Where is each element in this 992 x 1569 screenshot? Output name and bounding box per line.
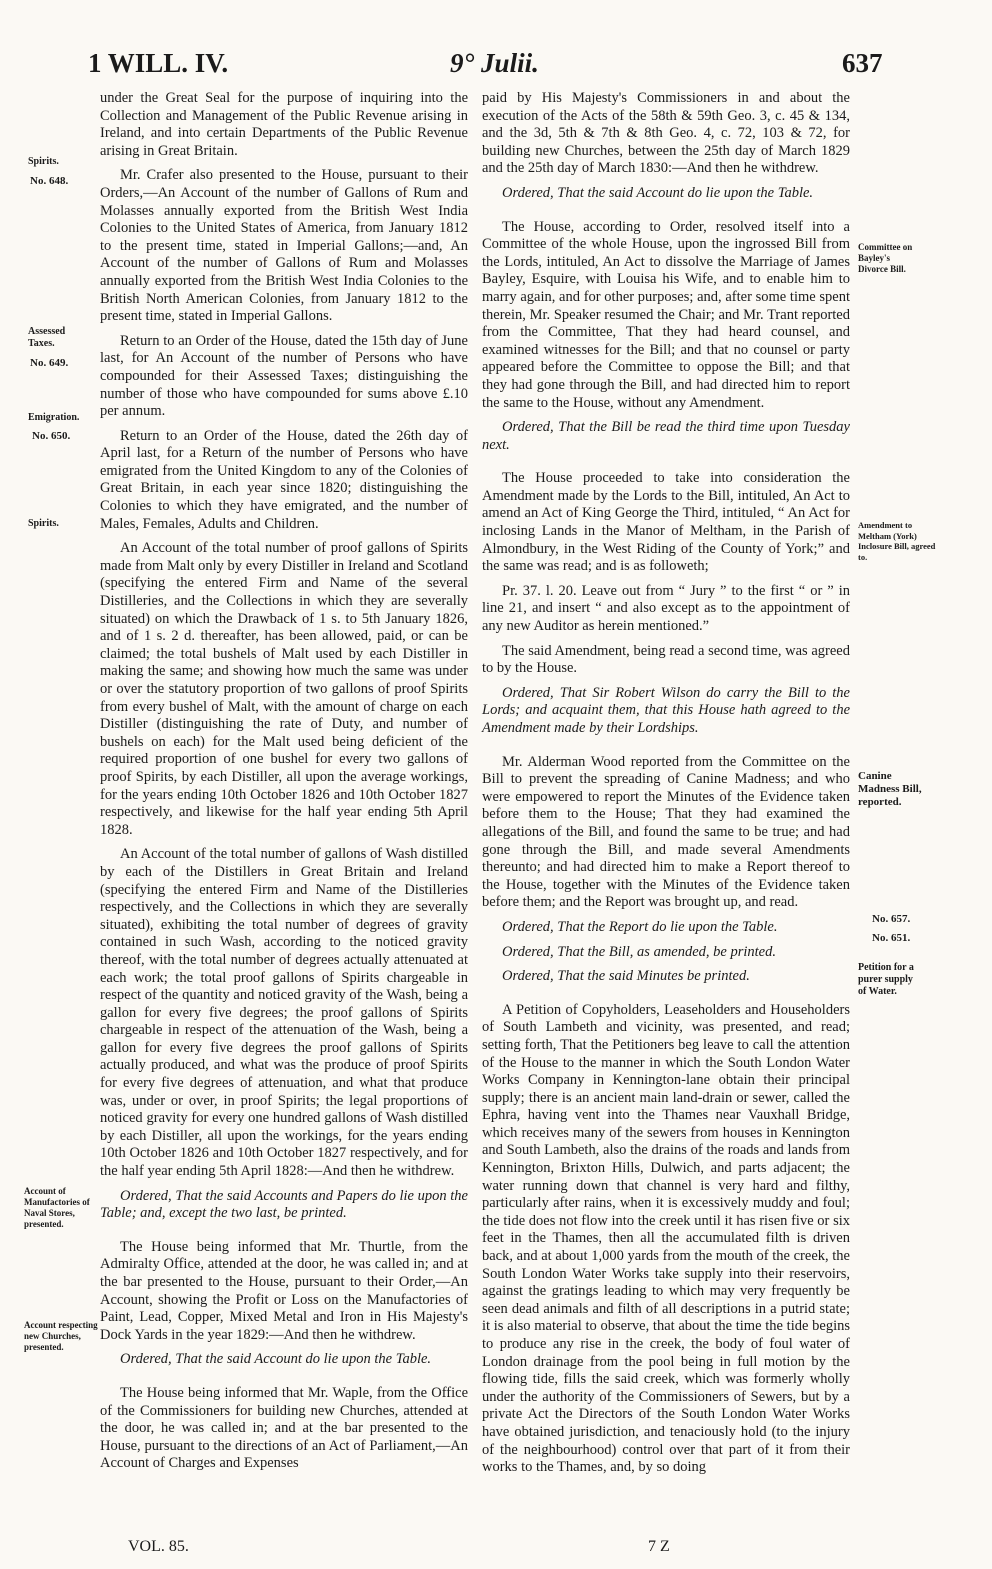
margin-note-spirits-2: Spirits.: [28, 518, 59, 529]
paragraph: paid by His Majesty's Commissioners in and about the execution of the Acts of the 58th & 59th Geo. 3, c. 45 & 134, and the 3d, 5th & 7th & 8th Geo. 4, c. 72, 103 & 72, for building new Churches, between the 25th day of March 1829 and the 25th day of March 1830:—And then he withdrew.: [482, 90, 850, 177]
paragraph: Ordered, That the said Accounts and Papers do lie upon the Table; and, except the two last, be printed.: [100, 1187, 468, 1222]
paragraph: The House being informed that Mr. Thurtle, from the Admiralty Office, attended at the door, he was called in; and at the bar presented to the House, pursuant to their Order,—An Account, showing the Profit or Loss on the Manufactories of Paint, Lead, Copper, Mixed Metal and Iron in His Majesty's Dock Yards in the year 1829:—And then he withdrew.: [100, 1238, 468, 1343]
paragraph: Mr. Crafer also presented to the House, pursuant to their Orders,—An Account of the number of Gallons of Rum and Molasses annually exported from the British West India Colonies to the United States of America, from January 1812 to the present time, stated in Imperial Gallons;—and, An Account of the number of Gallons of Rum and Molasses annually exported from the British West India Colonies to the British North American Colonies, from January 1812 to the present time, stated in Imperial Gallons.: [100, 167, 468, 325]
paragraph: An Account of the total number of gallons of Wash distilled by each of the Distillers in Great Britain and Ireland (specifying the entered Firm and Name of the Distilleries respectively, and the Collections in which they are severally situated), exhibiting the total number of degrees of gravity contained in such Wash, according to the noticed gravity thereof, with the total number of degrees actually attenuated at each work; the total proof gallons of Spirits chargeable in respect of the quantity and noticed gravity of the Wash, being a gallon for every five degrees; the proof gallons of Spirits chargeable in respect of the attenuation of the Wash, being a gallon for every five degrees the proof gallons of Spirits actually produced, and what was the produce of proof Spirits for every five degrees of attenuation, and what that produce was, under or over, in proof Spirits; the legal proportions of noticed gravity for every one hundred gallons of Wash distilled by each Distiller, all upon the workings, for the years ending 10th October 1826 and 10th October 1827 respectively, and for the half year ending 5th April 1828:—And then he withdrew.: [100, 846, 468, 1180]
paragraph: Ordered, That Sir Robert Wilson do carry the Bill to the Lords; and acquaint them, that this House hath agreed to the Amendment made by their Lordships.: [482, 684, 850, 736]
paragraph: Pr. 37. l. 20. Leave out from “ Jury ” to the first “ or ” in line 21, and insert “ and also except as to the appointment of any new Auditor as herein mentioned.”: [482, 582, 850, 635]
paragraph: The House proceeded to take into consideration the Amendment made by the Lords to the Bill, intituled, An Act to amend an Act of King George the Third, intituled, “ An Act for inclosing Lands in the Manor of Meltham, in the Parish of Almondbury, in the West Riding of the County of York;” and the same was read; and is as followeth;: [482, 470, 850, 575]
signature-mark: 7 Z: [648, 1538, 670, 1555]
margin-note-bayley-divorce: Committee on Bayley's Divorce Bill.: [858, 242, 913, 274]
paragraph: The House being informed that Mr. Waple, from the Office of the Commissioners for building new Churches, attended at the door, he was called in; and at the bar presented to the House, pursuant to the directions of an Act of Parliament,—An Account of Charges and Expenses: [100, 1384, 468, 1472]
margin-note-no-649: No. 649.: [30, 357, 69, 369]
paragraph: An Account of the total number of proof gallons of Spirits made from Malt only by every Distiller in Ireland and Scotland (specifying the entered Firm and Name of the several Distilleries, and the Collections in which they are severally situated) on which the Drawback of 1 s. to 5th January 1826, and of 1 s. 2 d. thereafter, has been allowed, paid, or can be claimed; the total bushels of Malt used by each Distiller in making the same; and showing how much the same was under or over the statutory proportion of two gallons of proof Spirits from every bushel of Malt, with the amount of charge on each Distiller (distinguishing the rate of Duty, and number of bushels on each) for the Malt used being deficient of the required proportion of one bushel for every two gallons of proof Spirits, by each Distiller, all upon the average workings, for the years ending 10th October 1826 and 10th October 1827 respectively, and likewise for the half year ending 5th April 1828.: [100, 540, 468, 838]
paragraph: Ordered, That the said Account do lie upon the Table.: [502, 184, 814, 201]
margin-note-no-648: No. 648.: [30, 175, 69, 187]
paragraph: A Petition of Copyholders, Leaseholders and Householders of South Lambeth and vicinity, was presented, and read; setting forth, That the Petitioners beg leave to call the attention of the House to the manner in which the South London Water Works Company in Kennington-lane obtain their principal supply; there is an ancient main land-drain or sewer, called the Ephra, having vent into the Thames near Vauxhall Bridge, which receives many of the sewers from houses in Kennington and South Lambeth, also the drains of the roads and lands from Kennington, Brixton Hills, Dulwich, and parts adjacent; the water running down that channel is very hard and filthy, particularly after rains, when it is excessively muddy and foul; the tide does not flow into the creek until it has risen five or six feet in the Thames, then all the accumulated filth is driven back, and at about 1,000 yards from the mouth of the creek, the South London Water Works take supply into their reservoirs, against the gratings leading to which may very frequently be seen dead animals and filth of all descriptions in a putrid state; it is also material to observe, that about the time the tide begins to produce any rise in the creek, the body of foul water of London drainage from the pool being in full motion by the flowing tide, fills the said creek, which was formerly wholly under the authority of the Commissioners of Sewers, but by a private Act the Directors of the South London Water Works have obtained jurisdiction, and tenaciously hold (to the injury of the neighbourhood) control over that part of it from their works to the Thames, and, by so doing: [482, 1001, 850, 1476]
paragraph: Ordered, That the Bill be read the third time upon Tuesday next.: [482, 419, 850, 453]
margin-note-spirits: Spirits.: [28, 156, 59, 167]
left-column: [100, 90, 468, 1480]
right-column: [482, 90, 850, 1484]
margin-note-emigration: Emigration.: [28, 412, 80, 423]
running-head-date: 9° Julii.: [450, 48, 539, 78]
margin-note-no-657: No. 657.: [872, 913, 911, 925]
margin-note-meltham-inclosure: Amendment to Meltham (York) Inclosure Bill, agreed to.: [858, 520, 936, 562]
margin-note-water-petition: Petition for a purer supply of Water.: [858, 962, 914, 997]
margin-note-new-churches: Account respecting new Churches, presented.: [24, 1320, 98, 1352]
paragraph: under the Great Seal for the purpose of inquiring into the Collection and Management of the Public Revenue arising in Ireland, and into certain Departments of the Public Revenue arising in Great Britain.: [100, 90, 468, 159]
margin-note-no-651: No. 651.: [872, 932, 911, 944]
paragraph: Ordered, That the Report do lie upon the Table.: [502, 918, 778, 935]
margin-note-no-650: No. 650.: [32, 430, 71, 442]
paragraph: Ordered, That the Bill, as amended, be printed.: [502, 943, 776, 960]
margin-note-assessed-taxes: Assessed Taxes.: [28, 326, 66, 349]
page-number: 637: [842, 48, 883, 78]
paragraph: Return to an Order of the House, dated the 15th day of June last, for An Account of the number of Persons who have compounded for their Assessed Taxes; distinguishing the number of those who have compounded for sums above £.10 per annum.: [100, 332, 468, 420]
paragraph: The said Amendment, being read a second time, was agreed to by the House.: [482, 642, 850, 677]
paragraph: The House, according to Order, resolved itself into a Committee of the whole House, upon the ingrossed Bill from the Lords, intituled, An Act to dissolve the Marriage of James Bayley, Esquire, with Louisa his Wife, and to enable him to marry again, and for other purposes; and, after some time spent therein, Mr. Speaker resumed the Chair; and Mr. Trant reported from the Committee, That they had heard counsel, and examined witnesses for the Bill; and that no counsel or party appeared before the Committee to oppose the Bill; and that they had gone through the Bill, and had directed him to report the same to the House, without any Amendment.: [482, 218, 850, 411]
margin-note-canine-madness: Canine Madness Bill, reported.: [858, 770, 922, 808]
running-head-regnal-year: 1 WILL. IV.: [88, 48, 229, 78]
paragraph: Ordered, That the said Account do lie upon the Table.: [120, 1351, 432, 1368]
volume-number: VOL. 85.: [128, 1538, 189, 1555]
paragraph: Ordered, That the said Minutes be printed.: [502, 968, 750, 985]
paragraph: Mr. Alderman Wood reported from the Committee on the Bill to prevent the spreading of Canine Madness; and who were empowered to report the Minutes of the Evidence taken before them to the House; That they had examined the allegations of the Bill, and found the same to be true; and had gone through the Bill, and made several Amendments thereunto; and had directed him to make a Report thereof to the House, together with the Minutes of the Evidence taken before them; and the Report was brought up, and read.: [482, 753, 850, 911]
paragraph: Return to an Order of the House, dated the 26th day of April last, for a Return of the number of Persons who have emigrated from the United Kingdom to any of the Colonies of Great Britain, in each year since 1820; distinguishing the Colonies to which they have emigrated, and the number of Males, Females, Adults and Children.: [100, 427, 468, 532]
margin-note-naval-stores: Account of Manufactories of Naval Stores, presented.: [24, 1186, 90, 1229]
